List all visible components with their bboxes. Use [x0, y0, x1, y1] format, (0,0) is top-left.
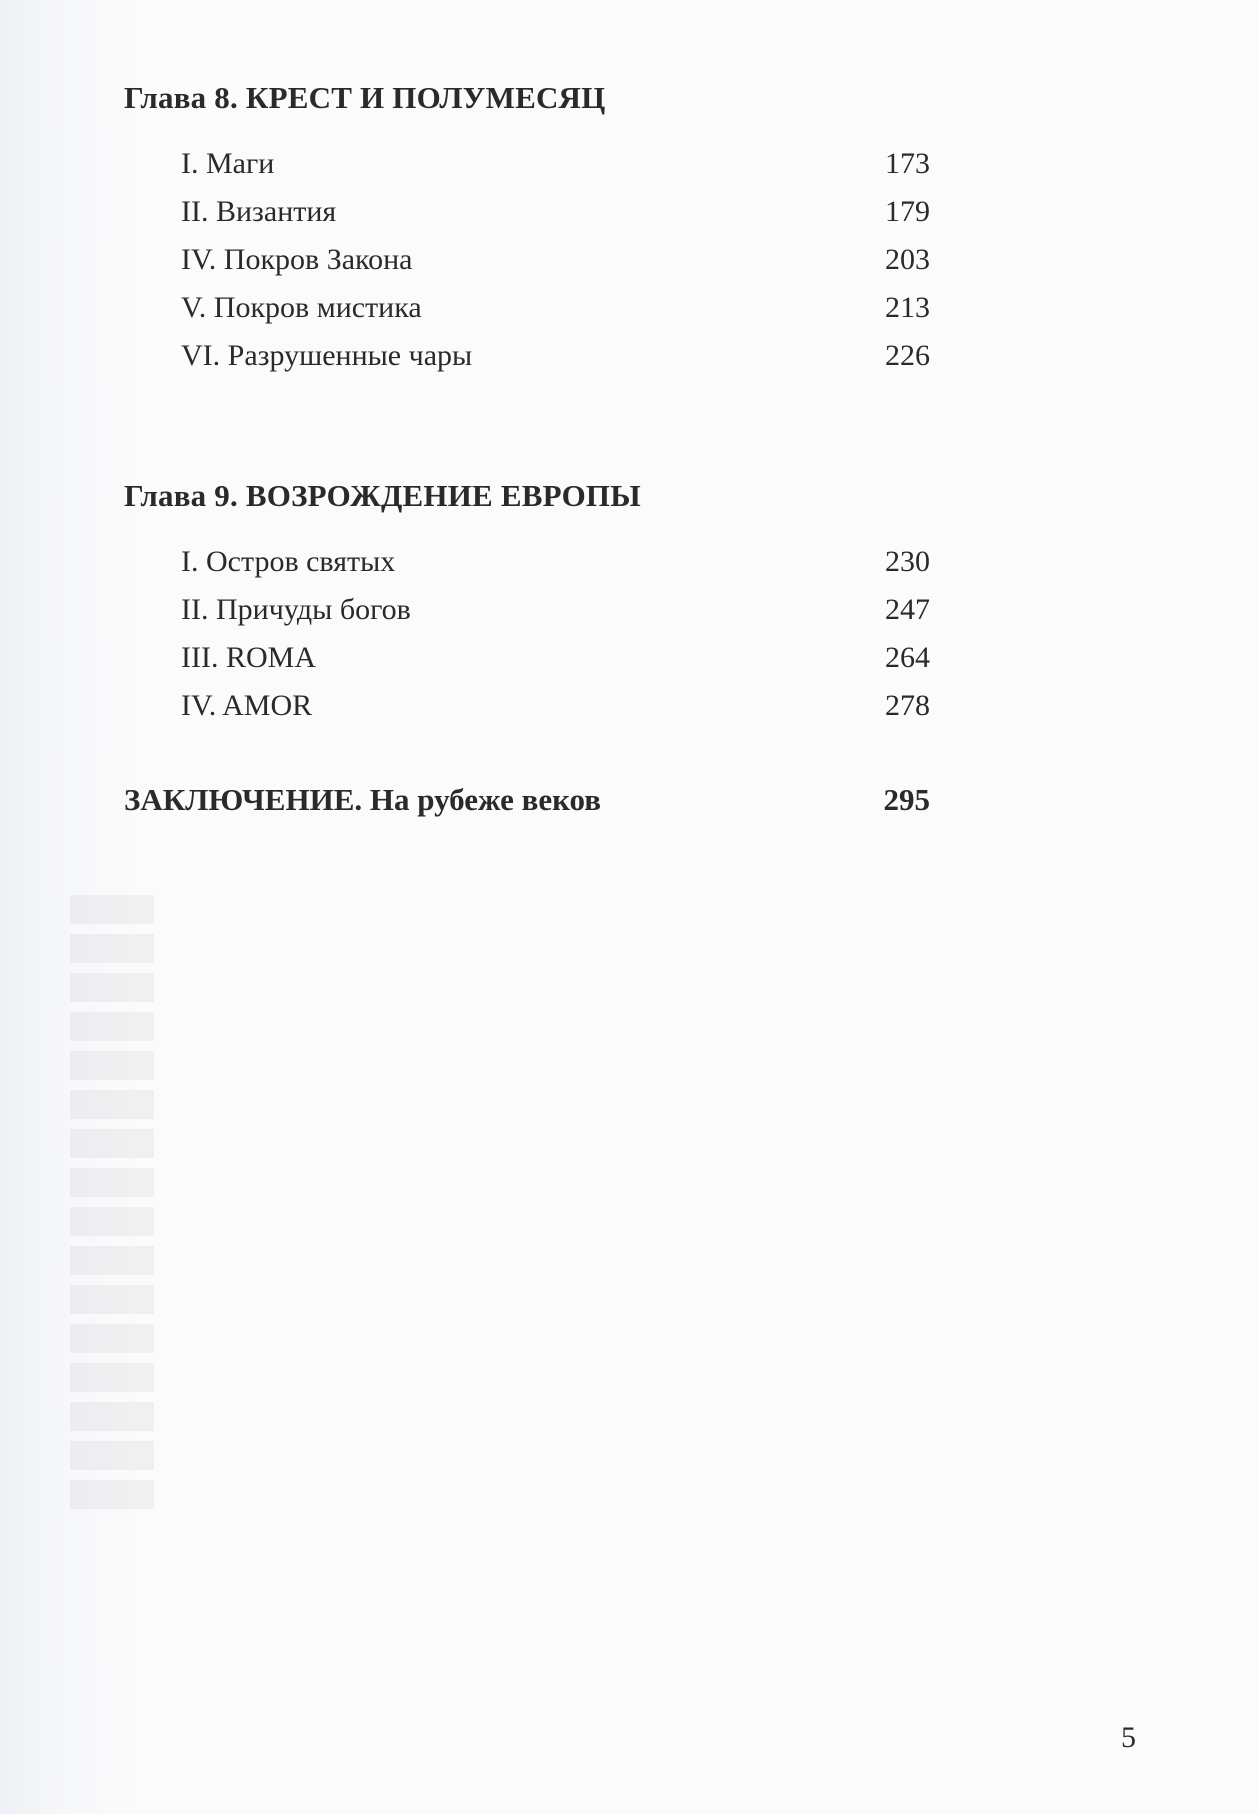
toc-entry[interactable]: [124, 634, 930, 682]
entry-title: I. Остров святых: [181, 545, 396, 578]
toc-entry[interactable]: [124, 284, 930, 332]
entry-title: II. Византия: [181, 195, 337, 228]
chapter-entries: [124, 538, 930, 730]
show-through-texture: [70, 895, 190, 1519]
toc-conclusion[interactable]: [124, 780, 930, 820]
chapter-9: [124, 476, 930, 730]
entry-title: VI. Разрушенные чары: [181, 339, 473, 372]
entry-title: V. Покров мистика: [181, 291, 422, 324]
conclusion-title: ЗАКЛЮЧЕНИЕ. На рубеже веков: [124, 782, 602, 817]
entry-page: 213: [885, 291, 930, 324]
toc-entry[interactable]: [124, 140, 930, 188]
entry-page: 264: [885, 641, 930, 674]
toc-entry[interactable]: [124, 682, 930, 730]
chapter-title: КРЕСТ И ПОЛУМЕСЯЦ: [245, 80, 606, 115]
entry-title: II. Причуды богов: [181, 593, 411, 626]
chapter-entries: [124, 140, 930, 380]
entry-page: 278: [885, 689, 930, 722]
entry-title: I. Маги: [181, 147, 275, 180]
entry-page: 203: [885, 243, 930, 276]
chapter-title: ВОЗРОЖДЕНИЕ ЕВРОПЫ: [245, 478, 641, 513]
entry-page: 179: [885, 195, 930, 228]
page-number: 5: [1121, 1721, 1136, 1754]
toc-entry[interactable]: [124, 538, 930, 586]
chapter-heading: [124, 78, 930, 118]
entry-title: III. ROMA: [181, 641, 316, 674]
chapter-8: [124, 78, 930, 380]
entry-page: 226: [885, 339, 930, 372]
entry-page: 173: [885, 147, 930, 180]
conclusion-page: 295: [883, 782, 930, 817]
chapter-number: Глава 9.: [124, 478, 238, 513]
entry-title: IV. AMOR: [181, 689, 313, 722]
entry-title: IV. Покров Закона: [181, 243, 413, 276]
toc-entry[interactable]: [124, 332, 930, 380]
toc-entry[interactable]: [124, 188, 930, 236]
toc-entry[interactable]: [124, 236, 930, 284]
entry-page: 230: [885, 545, 930, 578]
toc-entry[interactable]: [124, 586, 930, 634]
entry-page: 247: [885, 593, 930, 626]
chapter-number: Глава 8.: [124, 80, 238, 115]
chapter-heading: [124, 476, 930, 516]
